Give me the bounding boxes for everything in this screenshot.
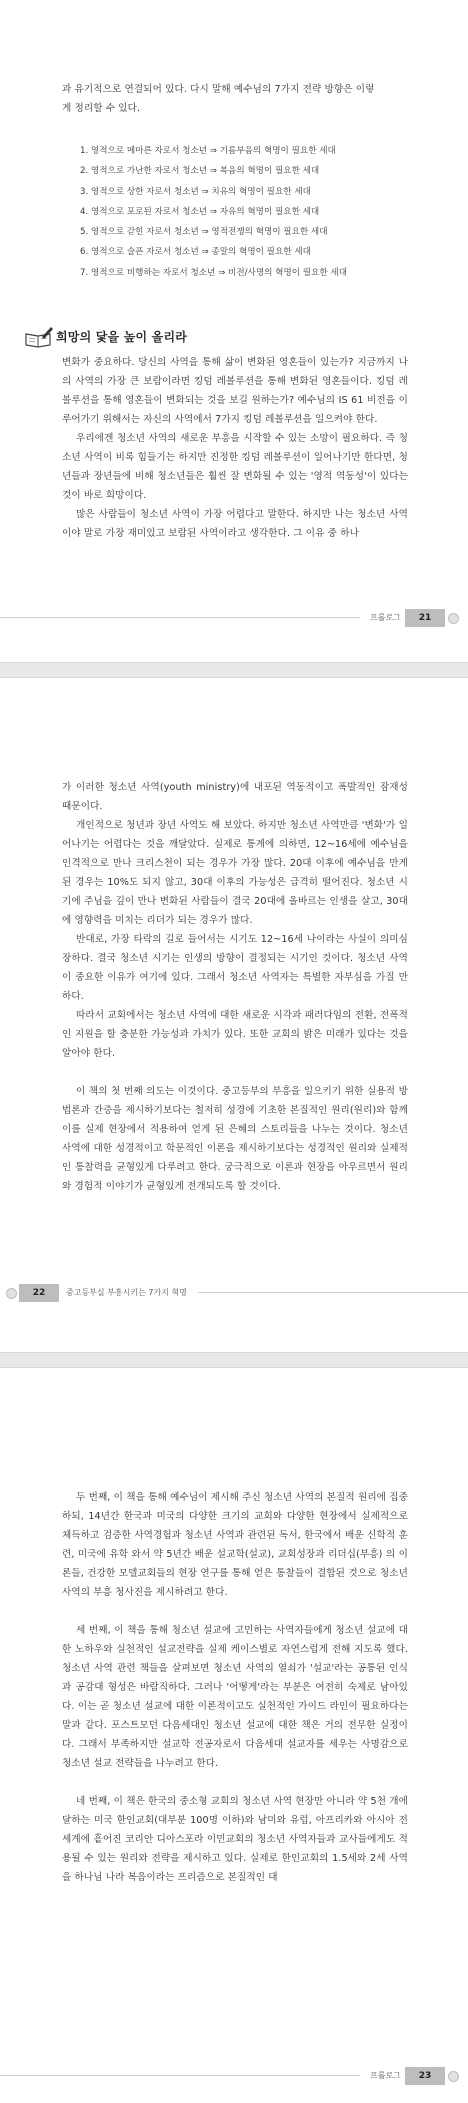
- page-footer: [0, 1284, 468, 1302]
- page-21: [0, 0, 468, 640]
- paragraph: 이 책의 첫 번째 의도는 이것이다. 중고등부의 부흥을 일으키기 위한 실용적 방법론과 간증을 제시하기보다는 철저히 성경에 기초한 본질적인 원리(원리)와 함께 이를 실제 현장에서 적용하여 얻게 된 은혜의 스토리들을 나누는 것이다. 청소년 사역에 대한 성경적이고 학문적인 이론을 제시하기보다는 성경적인 원리와 실제적인 통찰력을 균형있게 다루려고 한다. 궁극적으로 이론과 현장을 아우르면서 원리와 경험적 이야기가 균형있게 전개되도록 할 것이다.: [62, 1086, 408, 1192]
- paragraph: 개인적으로 청년과 장년 사역도 해 보았다. 하지만 청소년 사역만큼 '변화'가 일어나기는 어렵다는 것을 깨달았다. 실제로 통계에 의하면, 12~16세에 예수님을 인격적으로 만나 크리스천이 되는 경우가 가장 많다. 20대 이후에 예수님을 만게 된 경우는 10%도 되지 않고, 30대 이후의 가능성은 급격히 떨어진다. 청소년 시기에 주님을 깊이 만나 변화된 사람들이 결국 20대에 올바르는 인생을 살고, 30대에 영향력을 미치는 리더가 되는 경우가 많다.: [62, 820, 408, 926]
- paragraph: 따라서 교회에서는 청소년 사역에 대한 새로운 시각과 패러다임의 전환, 전폭적인 지원을 할 충분한 가능성과 가치가 있다. 또한 교회의 밝은 미래가 있다는 것을 알아야 한다.: [62, 1010, 408, 1059]
- page-divider: [0, 1352, 468, 1368]
- open-book-pencil-icon: [24, 326, 54, 350]
- page-number: 21: [405, 609, 445, 627]
- footer-dot: [448, 2071, 459, 2082]
- page-22: [0, 678, 468, 1350]
- page-23: [0, 1368, 468, 2103]
- list-item: 6. 영적으로 슬픈 자로서 청소년 ⇒ 종말의 혁명이 필요한 세대: [80, 247, 311, 258]
- footer-label: 중고등부실 부흥시키는 7가지 혁명: [66, 1288, 187, 1297]
- paragraph: 우리에겐 청소년 사역의 새로운 부흥을 시작할 수 있는 소망이 필요하다. 즉 청소년 사역이 비록 힘들기는 하지만 진정한 킹덤 레볼루션이 일어나기만 한다면, 청년들과 장년들에 비해 청소년들은 훨씬 잘 변화될 수 있는 '영적 역동성'이 있다는 것이 바로 희망이다.: [62, 433, 408, 501]
- footer-label: 프롤로그: [370, 613, 401, 622]
- intro-line-2: 게 정리할 수 있다.: [62, 103, 141, 114]
- intro-text: [62, 80, 408, 118]
- list-item: 4. 영적으로 포로된 자로서 청소년 ⇒ 자유의 혁명이 필요한 세대: [80, 206, 320, 217]
- paragraph: 반대로, 가장 타락의 길로 들어서는 시기도 12~16세 나이라는 사실이 의미심장하다. 결국 청소년 시기는 인생의 방향이 결정되는 시기인 것이다. 청소년 사역이 중요한 이유가 여기에 있다. 그래서 청소년 사역자는 특별한 자부심을 가질 만하다.: [62, 934, 408, 1002]
- list-item: 7. 영적으로 비행하는 자로서 청소년 ⇒ 비전/사명의 혁명이 필요한 세대: [80, 267, 348, 278]
- paragraph: 세 번째, 이 책을 통해 청소년 설교에 고민하는 사역자들에게 청소년 설교에 대한 노하우와 실천적인 설교전략을 실제 케이스별로 자연스럽게 전해 지도록 했다. 청소년 사역 관련 책들을 살펴보면 청소년 사역의 열쇠가 '설교'라는 공통된 인식과 공감대 형성은 바람직하다. 그러나 '어떻게'라는 부분은 여전히 숙제로 남아있다. 이는 곧 청소년 설교에 대한 이론적이고도 실천적인 가이드 라인이 필요하다는 말과 같다. 포스트모던 다음세대인 청소년 설교에 대한 책은 거의 전무한 실정이다. 그래서 부족하지만 설교학 전공자로서 다음세대 설교자를 세우는 사명감으로 청소년 설교 전략들을 나누려고 한다.: [62, 1625, 408, 1769]
- page-footer: [0, 2067, 468, 2085]
- footer-dot: [6, 1288, 17, 1299]
- page-number: 23: [405, 2067, 445, 2085]
- list-item: 1. 영적으로 메마른 자로서 청소년 ⇒ 기름부음의 혁명이 필요한 세대: [80, 146, 336, 156]
- page-number: 22: [19, 1284, 59, 1302]
- page-body: [62, 1488, 408, 1887]
- paragraph: 네 번째, 이 책은 한국의 중소형 교회의 청소년 사역 현장만 아니라 약 5천 개에 달하는 미국 한인교회(대부분 100명 이하)와 남미와 유럽, 아프리카와 아시아 전 세계에 흩어진 코리안 디아스포라 이민교회의 청소년 사역자들과 교사들에게도 적용될 수 있는 원리와 전략을 제시하고 있다. 실제로 한인교회의 1.5세와 2세 사역을 하나님 나라 복음이라는 프리즘으로 본질적인 대: [62, 1796, 408, 1883]
- page-footer: [0, 609, 468, 627]
- list-item: 3. 영적으로 상한 자로서 청소년 ⇒ 치유의 혁명이 필요한 세대: [80, 186, 311, 197]
- paragraph: 가 이러한 청소년 사역(youth ministry)에 내포된 역동적이고 폭발적인 잠재성 때문이다.: [62, 782, 408, 812]
- paragraph: 두 번째, 이 책을 통해 예수님이 제시해 주신 청소년 사역의 본질적 원리에 집중하되, 14년간 한국과 미국의 다양한 크기의 교회와 다양한 현장에서 실제적으로 체득하고 검증한 사역경험과 청소년 사역과 관련된 독서, 한국에서 배운 신학적 훈련, 미국에 유학 와서 약 5년간 배운 설교학(설교), 교회성장과 리더십(부흥) 의 이론들, 건강한 모델교회들의 현장 연구를 통해 얻은 통찰들이 결합된 것으로 청소년 사역의 부흥 청사진을 제시하려고 한다.: [62, 1492, 408, 1598]
- section-title: 희망의 닻을 높이 올리라: [56, 330, 188, 344]
- footer-rule: [198, 1292, 468, 1293]
- footer-rule: [0, 617, 360, 618]
- strategy-list: [80, 141, 347, 283]
- footer-rule: [0, 2075, 360, 2076]
- page-body: [62, 778, 408, 1196]
- paragraph: 많은 사람들이 청소년 사역이 가장 어렵다고 말한다. 하지만 나는 청소년 사역이야 말로 가장 재미있고 보람된 사역이라고 생각한다. 그 이유 중 하나: [62, 509, 408, 539]
- section-body: [62, 353, 408, 543]
- intro-line-1: 과 유기적으로 연결되어 있다. 다시 말해 예수님의 7가지 전략 방향은 이렇: [62, 84, 375, 95]
- list-item: 2. 영적으로 가난한 자로서 청소년 ⇒ 복음의 혁명이 필요한 세대: [80, 166, 320, 177]
- paragraph: 변화가 중요하다. 당신의 사역을 통해 삶이 변화된 영혼들이 있는가? 지금까지 나의 사역의 가장 큰 보람이라면 킹덤 레볼루션을 통해 변화된 영혼들이다. 킹덤 레볼루션을 통해 영혼들이 변화되는 것을 보길 원하는가? 예수님의 IS 61 비전을 이루어가기 위해서는 자신의 사역에서 7가지 킹덤 레볼루션을 일으켜야 한다.: [62, 357, 408, 425]
- list-item: 5. 영적으로 갇힌 자로서 청소년 ⇒ 영적전쟁의 혁명이 필요한 세대: [80, 227, 328, 238]
- footer-dot: [448, 613, 459, 624]
- page-divider: [0, 662, 468, 678]
- footer-label: 프롤로그: [370, 2071, 401, 2080]
